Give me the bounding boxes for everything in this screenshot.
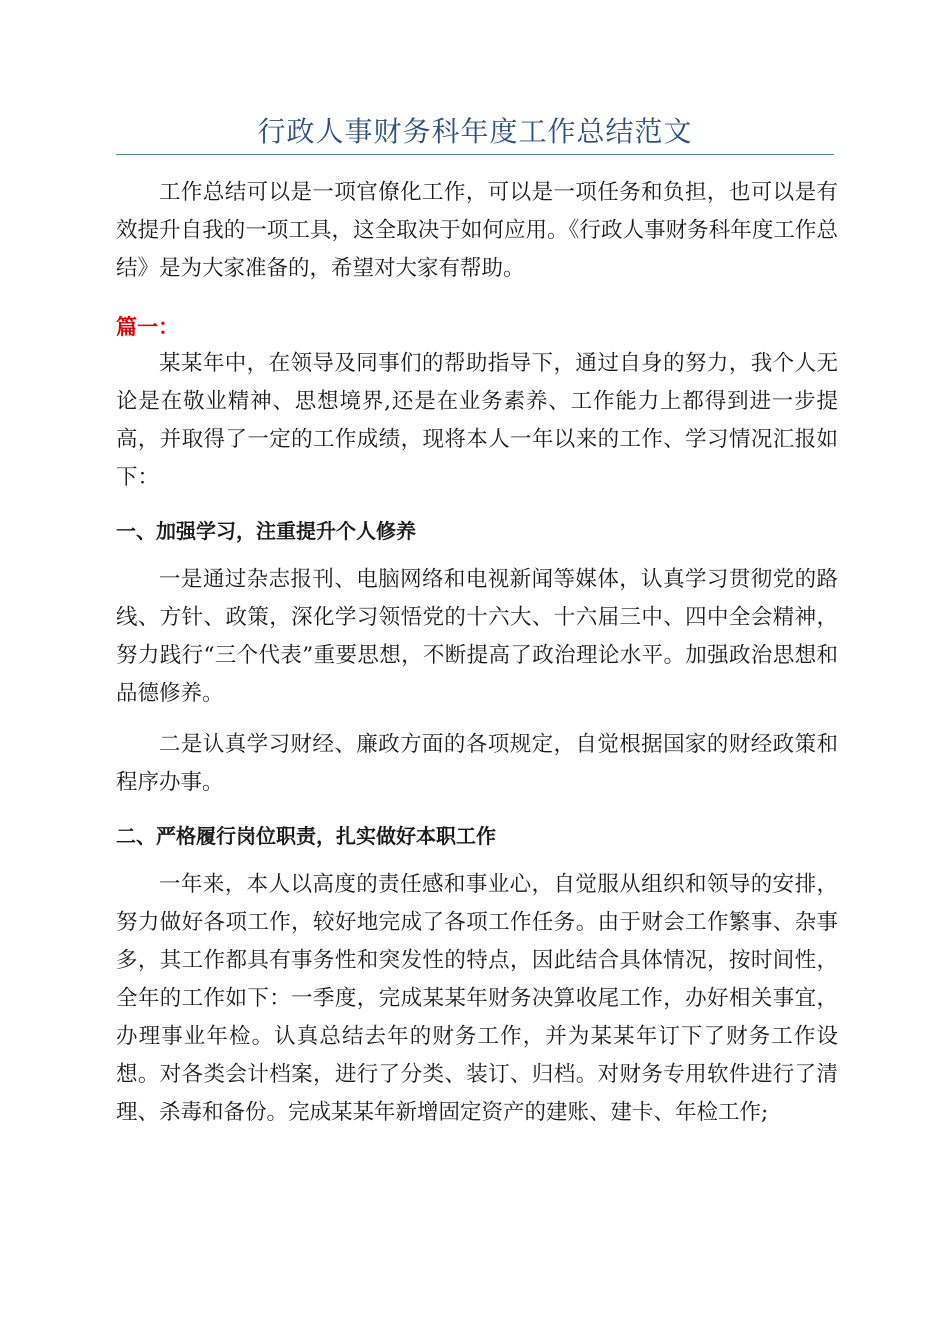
section-1-heading: 一、加强学习，注重提升个人修养	[116, 519, 416, 543]
section-2-paragraph-1: 一年来，本人以高度的责任感和事业心，自觉服从组织和领导的安排，努力做好各项工作，较好地完成了各项工作任务。由于财会工作繁事、杂事多，其工作都具有事务性和突发性的特点，因此结合具体情况，按时间性，全年的工作如下：一季度，完成某某年财务决算收尾工作，办好相关事宜，办理事业年检。认真总结去年的财务工作，并为某某年订下了财务工作设想。对各类会计档案，进行了分类、装订、归档。对财务专用软件进行了清理、杀毒和备份。完成某某年新增固定资产的建账、建卡、年检工作;	[116, 872, 838, 1125]
opening-paragraph: 某某年中，在领导及同事们的帮助指导下，通过自身的努力，我个人无论是在敬业精神、思想境界,还是在业务素养、工作能力上都得到进一步提高，并取得了一定的工作成绩，现将本人一年以来的工作、学习情况汇报如下：	[116, 351, 838, 490]
section-1-paragraph-2: 二是认真学习财经、廉政方面的各项规定，自觉根据国家的财经政策和程序办事。	[116, 732, 838, 795]
title-underline	[116, 154, 834, 155]
section-2-heading: 二、严格履行岗位职责，扎实做好本职工作	[116, 824, 496, 848]
intro-paragraph: 工作总结可以是一项官僚化工作，可以是一项任务和负担，也可以是有效提升自我的一项工具，这全取决于如何应用。《行政人事财务科年度工作总结》是为大家准备的，希望对大家有帮助。	[116, 180, 838, 281]
section-1-paragraph-1: 一是通过杂志报刊、电脑网络和电视新闻等媒体，认真学习贯彻党的路线、方针、政策，深化学习领悟党的十六大、十六届三中、四中全会精神，努力践行“三个代表”重要思想，不断提高了政治理论水平。加强政治思想和品德修养。	[116, 567, 838, 706]
document-title: 行政人事财务科年度工作总结范文	[257, 115, 693, 148]
document-body	[116, 174, 838, 1132]
part-heading: 篇一：	[116, 315, 179, 339]
